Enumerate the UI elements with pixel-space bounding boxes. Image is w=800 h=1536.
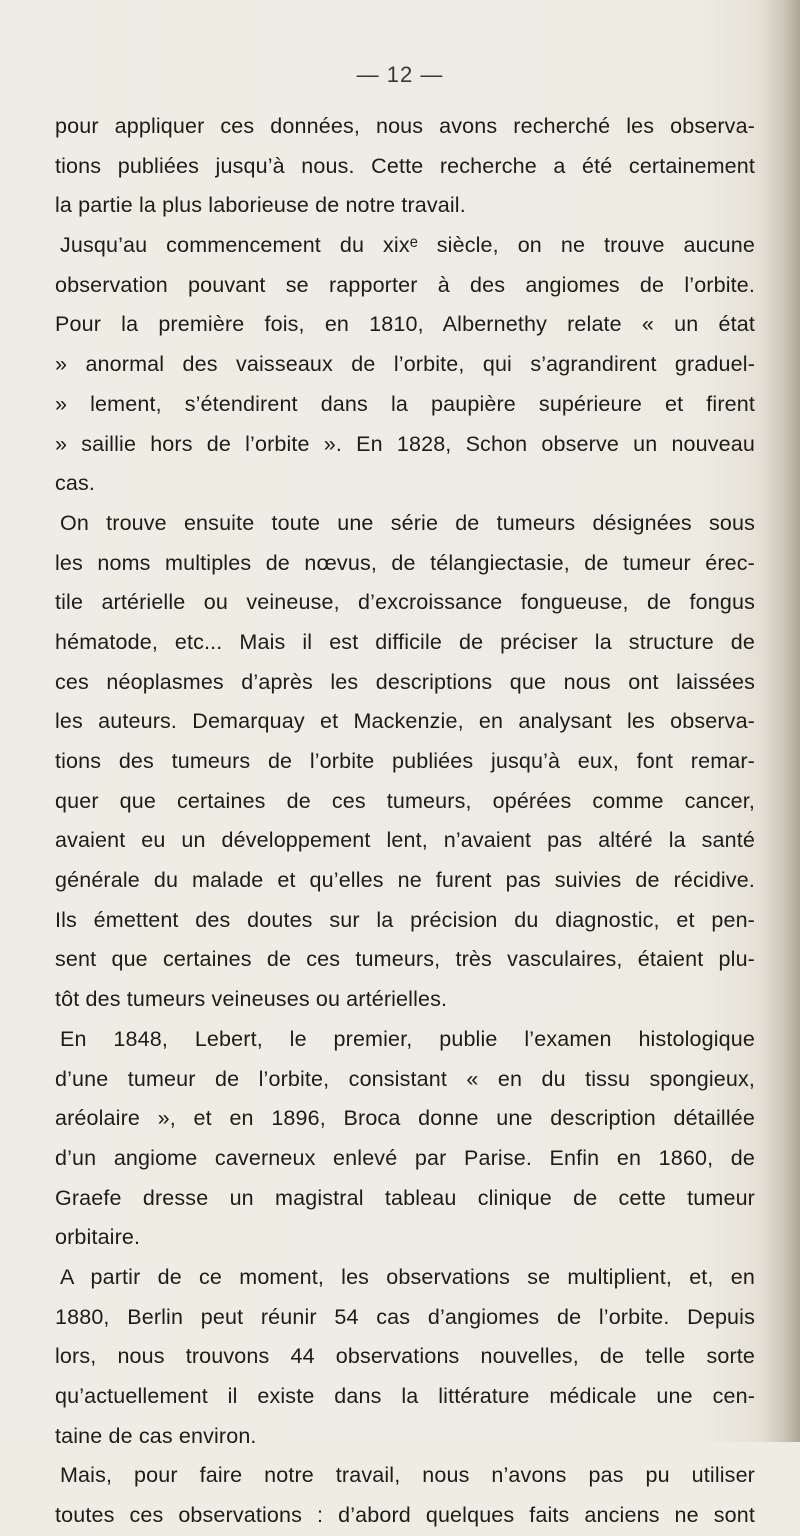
text-line: observation pouvant se rapporter à des angiomes de l’orbite. — [55, 272, 755, 297]
text-line: En 1848, Lebert, le premier, publie l’examen histologique — [60, 1026, 755, 1051]
text-line: A partir de ce moment, les observations se multiplient, et, en — [60, 1264, 755, 1289]
text-line: la partie la plus laborieuse de notre travail. — [55, 193, 466, 218]
text-line: tile artérielle ou veineuse, d’excroissance fongueuse, de fongus — [55, 590, 755, 615]
text-line: ces néoplasmes d’après les descriptions que nous ont laissées — [55, 669, 755, 694]
text-line: d’une tumeur de l’orbite, consistant « en du tissu spongieux, — [55, 1066, 755, 1091]
text-line: Mais, pour faire notre travail, nous n’avons pas pu utiliser — [60, 1463, 755, 1488]
text-line: tions publiées jusqu’à nous. Cette recherche a été certainement — [55, 153, 755, 178]
text-line: orbitaire. — [55, 1225, 141, 1250]
text-line: 1880, Berlin peut réunir 54 cas d’angiomes de l’orbite. Depuis — [55, 1304, 755, 1329]
page-number: — 12 — — [356, 62, 444, 87]
text-line: quer que certaines de ces tumeurs, opérées comme cancer, — [55, 788, 755, 813]
page-edge-shadow — [762, 0, 800, 1442]
text-line: Pour la première fois, en 1810, Albernethy relate « un état — [55, 312, 755, 337]
text-line: taine de cas environ. — [55, 1423, 257, 1448]
text-line: d’un angiome caverneux enlevé par Parise. Enfin en 1860, de — [55, 1145, 755, 1170]
text-line: tôt des tumeurs veineuses ou artérielles. — [55, 987, 448, 1012]
text-line: » anormal des vaisseaux de l’orbite, qui s’agrandirent graduel- — [55, 352, 755, 377]
text-line: cas. — [55, 471, 96, 496]
text-line: qu’actuellement il existe dans la littérature médicale une cen- — [55, 1384, 755, 1408]
text-line: sent que certaines de ces tumeurs, très vasculaires, étaient plu- — [55, 947, 755, 972]
text-line: aréolaire », et en 1896, Broca donne une description détaillée — [55, 1106, 755, 1131]
text-line: Jusqu’au commencement du xixᵉ siècle, on ne trouve aucune — [60, 233, 755, 258]
text-line: les auteurs. Demarquay et Mackenzie, en analysant les observa- — [55, 709, 755, 734]
text-line: » lement, s’étendirent dans la paupière supérieure et firent — [55, 391, 755, 416]
text-line: On trouve ensuite toute une série de tumeurs désignées sous — [60, 510, 755, 535]
body-text — [55, 107, 755, 1536]
text-line: lors, nous trouvons 44 observations nouvelles, de telle sorte — [55, 1344, 755, 1369]
text-line: hématode, etc... Mais il est difficile de préciser la structure de — [55, 629, 755, 654]
text-line: générale du malade et qu’elles ne furent pas suivies de récidive. — [55, 868, 755, 893]
text-line: toutes ces observations : d’abord quelques faits anciens ne sont — [55, 1503, 755, 1528]
text-line: » saillie hors de l’orbite ». En 1828, Schon observe un nouveau — [55, 431, 755, 456]
text-line: tions des tumeurs de l’orbite publiées jusqu’à eux, font remar- — [55, 749, 755, 773]
text-line: avaient eu un développement lent, n’avaient pas altéré la santé — [55, 828, 755, 853]
text-line: les noms multiples de nœvus, de télangiectasie, de tumeur érec- — [55, 550, 755, 575]
text-line: Ils émettent des doutes sur la précision du diagnostic, et pen- — [55, 907, 755, 932]
text-line: pour appliquer ces données, nous avons recherché les observa- — [55, 114, 755, 138]
text-line: Graefe dresse un magistral tableau clinique de cette tumeur — [55, 1185, 755, 1210]
